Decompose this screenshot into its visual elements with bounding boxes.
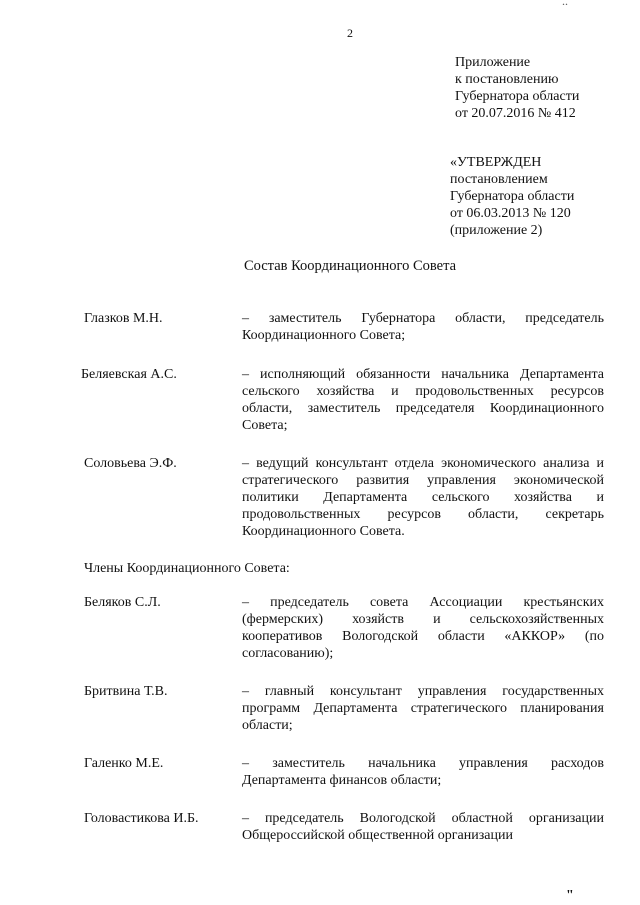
member-role: – заместитель Губернатора области, председатель Координационного Совета; [242,311,604,343]
member-name: Головастикова И.Б. [84,811,199,826]
approved-line: «УТВЕРЖДЕН [450,155,542,170]
member-name: Глазков М.Н. [84,311,163,326]
document-title: Состав Координационного Совета [243,258,457,274]
annex-line: Приложение [455,55,531,70]
approved-block [450,154,574,239]
member-role: – главный консультант управления государственных программ Департамента стратегического планирования области; [242,684,604,733]
member-name: Бритвина Т.В. [84,684,168,699]
approved-line: Губернатора области [450,189,575,204]
corner-mark: .. [562,0,568,8]
approved-line: от 06.03.2013 № 120 [450,206,571,221]
member-role: – ведущий консультант отдела экономического анализа и стратегического развития управления экономической политики Департамента сельского хозяйства и продовольственных ресурсов области, секретарь Координационного Совета. [242,456,604,539]
bottom-mark: " [566,888,574,903]
member-name: Галенко М.Е. [84,756,164,771]
member-name: Беляков С.Л. [84,595,161,610]
member-role: – заместитель начальника управления расходов Департамента финансов области; [242,756,604,788]
approved-line: (приложение 2) [450,223,543,238]
annex-line: от 20.07.2016 № 412 [455,106,576,121]
annex-line: к постановлению [455,72,559,87]
member-role: – председатель Вологодской областной организации Общероссийской общественной организации [242,811,604,843]
member-name: Беляевская А.С. [81,367,177,382]
approved-line: постановлением [450,172,548,187]
members-section-label: Члены Координационного Совета: [84,561,290,576]
member-role: – исполняющий обязанности начальника Департамента сельского хозяйства и продовольственных ресурсов области, заместитель председателя Координационного Совета; [242,367,604,433]
annex-block [455,54,579,122]
member-role: – председатель совета Ассоциации крестьянских (фермерских) хозяйств и сельскохозяйственных кооперативов Вологодской области «АККОР» (по согласованию); [242,595,604,661]
page-number: 2 [347,26,353,40]
member-name: Соловьева Э.Ф. [84,456,177,471]
annex-line: Губернатора области [455,89,580,104]
